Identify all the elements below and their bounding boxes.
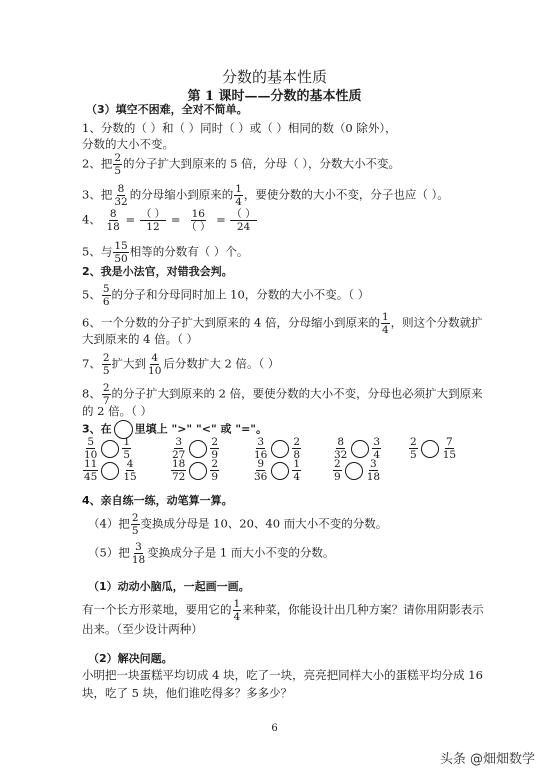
- j6-line-b: 大到原来的 4 倍。（ ）: [82, 332, 199, 346]
- p5-line: （5）把 $\frac{3}{18}$ 变换成分子是 1 而大小不变的分数。: [88, 541, 335, 566]
- j7-line: 7、 $\frac{2}{5}$ 扩大到 $\frac{4}{10}$ 后分数扩大 2 倍。（ ）: [82, 352, 280, 377]
- fraction: $\frac{15}{50}$: [114, 240, 128, 265]
- fraction: $\frac{1}{4}$: [233, 598, 241, 623]
- fraction: $\frac{2}{5}$: [131, 512, 139, 537]
- compare-item: [332, 458, 382, 483]
- compare-blank-circle[interactable]: [271, 462, 289, 480]
- fraction: $\frac{11}{45}$: [84, 458, 98, 483]
- watermark: [440, 748, 535, 767]
- fraction: $\frac{1}{5}$: [123, 436, 131, 461]
- fraction: $\frac{3}{18}$: [131, 541, 146, 566]
- draw-line-2: 出来。（至少设计两种）: [82, 622, 203, 636]
- fraction: $\frac{4}{10}$: [148, 352, 162, 377]
- fraction: $\frac{2}{5}$: [102, 352, 110, 377]
- q2-line: 2、把 $\frac{2}{5}$ 的分子扩大到原来的 5 倍，分母（ ），分数大小不变。: [82, 152, 401, 177]
- fraction: $\frac{1}{4}$: [235, 183, 242, 208]
- fraction: $\frac{4}{15}$: [123, 458, 137, 483]
- fraction: $\frac{1}{4}$: [381, 311, 389, 336]
- watermark-text: 头条 @畑畑数学: [439, 752, 535, 767]
- fraction: $\frac{18}{72}$: [172, 458, 186, 483]
- lesson-subtitle: 第 1 课时——分数的基本性质: [187, 89, 362, 104]
- q5-line: 5、与 $\frac{15}{50}$ 相等的分数有（ ）个。: [82, 240, 249, 265]
- q4-line: 4、 $\frac{8}{18}$ = $\frac{( )}{12}$ = $\frac{16}{( )}$ = $\frac{( )}{24}$: [82, 208, 256, 233]
- fraction: $\frac{7}{15}$: [442, 436, 457, 461]
- fraction: $\frac{3}{18}$: [366, 458, 381, 483]
- compare-item: [170, 458, 220, 483]
- fraction: $\frac{2}{5}$: [410, 436, 417, 461]
- fraction: $\frac{2}{9}$: [211, 458, 219, 483]
- fill-heading: （3）填空不困难，全对不简单。: [86, 103, 248, 116]
- practice-heading: 4、亲自练一练，动笔算一算。: [82, 494, 233, 507]
- compare-blank-circle[interactable]: [345, 462, 363, 480]
- compare-blank-circle[interactable]: [101, 440, 119, 458]
- compare-heading: 3、在 里填上 ">" "<" 或 "="。: [82, 420, 267, 439]
- solve-heading: （2）解决问题。: [88, 652, 173, 665]
- q1-line: 1、分数的（ ）和（ ）同时（ ）或（ ）相同的数（0 除外），: [82, 121, 397, 135]
- fraction: $\frac{1}{4}$: [293, 458, 301, 483]
- fraction: $\frac{2}{5}$: [114, 152, 122, 177]
- q3-line: 3、把 $\frac{8}{32}$ 的分母缩小到原来的 $\frac{1}{4}$ ，要使分数的大小不变，分子也应（ ）。: [82, 183, 449, 208]
- fraction: $\frac{8}{18}$: [106, 208, 120, 233]
- compare-blank-circle[interactable]: [351, 440, 369, 458]
- j6-line: 6、一个分数的分子扩大到原来的 4 倍，分母缩小到原来的 $\frac{1}{4}$ ，则这个分数就扩: [82, 311, 483, 336]
- fraction: $\frac{( )}{12}$: [140, 208, 166, 233]
- compare-blank-circle[interactable]: [189, 440, 207, 458]
- fraction: $\frac{2}{9}$: [211, 436, 219, 461]
- draw-heading: （1）动动小脑瓜，一起画一画。: [88, 580, 250, 593]
- page-number: 6: [271, 723, 278, 734]
- compare-item: [252, 458, 302, 483]
- solve-line-2: 块，吃了 5 块，他们谁吃得多？多多少？: [82, 686, 293, 700]
- q1-line-b: 分数的大小不变。: [82, 137, 174, 151]
- fraction: $\frac{3}{4}$: [373, 436, 381, 461]
- fraction: $\frac{2}{7}$: [102, 382, 110, 407]
- p4-line: （4）把 $\frac{2}{5}$ 变换成分母是 10、20、40 而大小不变的分数。: [88, 512, 388, 537]
- page-title: 分数的基本性质: [221, 68, 327, 86]
- fraction: $\frac{2}{8}$: [293, 436, 301, 461]
- fraction: $\frac{5}{6}$: [102, 283, 110, 308]
- compare-blank-circle[interactable]: [101, 462, 119, 480]
- compare-blank-circle[interactable]: [189, 462, 207, 480]
- fraction: $\frac{( )}{24}$: [231, 208, 256, 233]
- judge-heading: 2、我是小法官，对错我会判。: [82, 265, 233, 278]
- compare-blank-circle[interactable]: [421, 440, 439, 458]
- fraction: $\frac{5}{10}$: [84, 436, 98, 461]
- j8-line-b: 的 2 倍。（ ）: [82, 404, 153, 418]
- compare-item: [408, 436, 458, 461]
- j5-line: 5、 $\frac{5}{6}$ 的分子和分母同时加上 10，分数的大小不变。（ ）: [82, 283, 370, 308]
- draw-line-1: 有一个长方形菜地，要用它的 $\frac{1}{4}$ 来种菜，你能设计出几种方案？请你用阴影表示: [82, 598, 484, 623]
- fraction: $\frac{8}{32}$: [334, 436, 348, 461]
- fraction: $\frac{16}{( )}$: [186, 208, 211, 233]
- compare-item: [82, 458, 139, 483]
- j8-line: 8、 $\frac{2}{7}$ 的分子扩大到原来的 2 倍，要使分数的大小不变，分母也必须扩大到原来: [82, 382, 483, 407]
- fraction: $\frac{9}{36}$: [254, 458, 268, 483]
- compare-blank-circle[interactable]: [271, 440, 289, 458]
- fraction: $\frac{3}{27}$: [172, 436, 186, 461]
- solve-line-1: 小明把一块蛋糕平均切成 4 块，吃了一块，亮亮把同样大小的蛋糕平均分成 16: [82, 668, 483, 682]
- fraction: $\frac{3}{16}$: [254, 436, 268, 461]
- fraction: $\frac{2}{9}$: [334, 458, 341, 483]
- fraction: $\frac{8}{32}$: [114, 183, 128, 208]
